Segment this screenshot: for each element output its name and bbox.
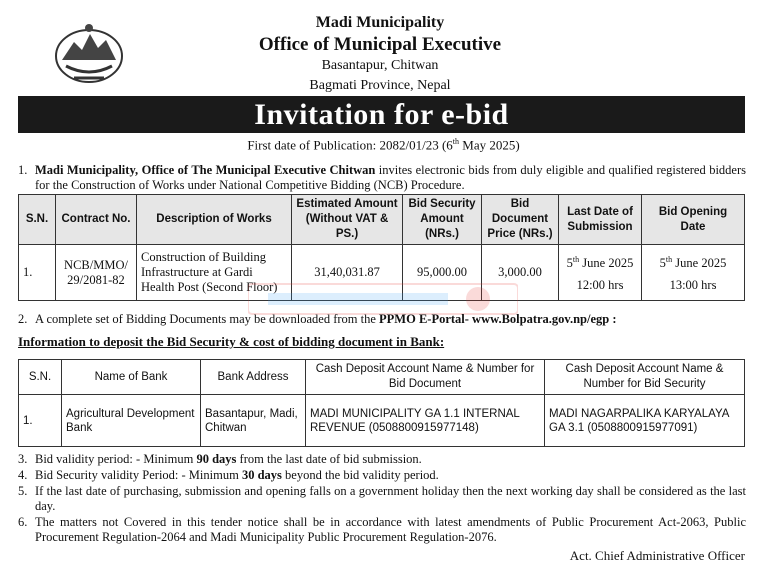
cell-opening: 5th June 2025 13:00 hrs bbox=[642, 245, 745, 301]
note-5: 5. If the last date of purchasing, submission and opening falls on a government holiday then the next working day shall be considered as the last day. bbox=[18, 484, 746, 513]
cell-security: 95,000.00 bbox=[403, 245, 482, 301]
cell-price: 3,000.00 bbox=[482, 245, 559, 301]
publication-date: First date of Publication: 2082/01/23 (6th May 2025) bbox=[247, 137, 520, 153]
paragraph-1: 1. Madi Municipality, Office of The Municipal Executive Chitwan invites electronic bids from duly eligible and qualified registered bidders for the Construction of Works under National Competitive Bidding (NCB) Procedure. bbox=[18, 163, 746, 192]
col-sn: S.N. bbox=[19, 360, 62, 395]
paragraph-2: 2. A complete set of Bidding Documents may be downloaded from the PPMO E-Portal- www.Bolpatra.gov.np/egp : bbox=[18, 312, 617, 326]
bank-table-header-row bbox=[19, 360, 745, 395]
cell-description: Construction of Building Infrastructure at Gardi Health Post (Second Floor) bbox=[137, 245, 292, 301]
note-4: 4. Bid Security validity Period: - Minimum 30 days beyond the bid validity period. bbox=[18, 468, 439, 482]
office-name: Office of Municipal Executive bbox=[258, 34, 502, 55]
works-table-header-row bbox=[19, 195, 745, 245]
col-document-price: Bid Document Price (NRs.) bbox=[482, 195, 559, 245]
cell-contract: NCB/MMO/ 29/2081-82 bbox=[56, 245, 137, 301]
table-row bbox=[19, 395, 745, 447]
col-doc-account: Cash Deposit Account Name & Number for Bid Document bbox=[306, 360, 545, 395]
address-line-1: Basantapur, Chitwan bbox=[321, 58, 439, 73]
cell-sn: 1. bbox=[19, 395, 62, 447]
org-name: Madi Municipality bbox=[315, 14, 445, 31]
cell-address: Basantapur, Madi, Chitwan bbox=[201, 395, 306, 447]
cell-submission: 5th June 2025 12:00 hrs bbox=[559, 245, 642, 301]
col-contract-no: Contract No. bbox=[56, 195, 137, 245]
notice-title: Invitation for e-bid bbox=[18, 96, 745, 133]
cell-estimate: 31,40,031.87 bbox=[292, 245, 403, 301]
cell-sn: 1. bbox=[19, 245, 56, 301]
note-6: 6. The matters not Covered in this tender notice shall be in accordance with latest amendments of Public Procurement Act-2063, Public Procurement Regulation-2064 and Madi Municipality Public Procurement Regulation-2076. bbox=[18, 515, 746, 544]
bank-info-heading: Information to deposit the Bid Security & cost of bidding document in Bank: bbox=[18, 334, 445, 349]
nepal-emblem-icon bbox=[50, 20, 128, 88]
col-security-account: Cash Deposit Account Name & Number for Bid Security bbox=[545, 360, 745, 395]
cell-doc-account: MADI MUNICIPALITY GA 1.1 INTERNAL REVENUE (0508800915977148) bbox=[306, 395, 545, 447]
cell-bank: Agricultural Development Bank bbox=[62, 395, 201, 447]
cell-security-account: MADI NAGARPALIKA KARYALAYA GA 3.1 (0508800915977091) bbox=[545, 395, 745, 447]
col-estimated-amount: Estimated Amount (Without VAT & PS.) bbox=[292, 195, 403, 245]
col-opening-date: Bid Opening Date bbox=[642, 195, 745, 245]
col-description: Description of Works bbox=[137, 195, 292, 245]
col-bank-name: Name of Bank bbox=[62, 360, 201, 395]
col-bid-security: Bid Security Amount (NRs.) bbox=[403, 195, 482, 245]
col-submission-date: Last Date of Submission bbox=[559, 195, 642, 245]
bank-table bbox=[18, 359, 745, 447]
col-bank-address: Bank Address bbox=[201, 360, 306, 395]
col-sn: S.N. bbox=[19, 195, 56, 245]
signature: Act. Chief Administrative Officer bbox=[569, 548, 745, 563]
note-3: 3. Bid validity period: - Minimum 90 days from the last date of bid submission. bbox=[18, 452, 422, 466]
address-line-2: Bagmati Province, Nepal bbox=[309, 78, 451, 93]
